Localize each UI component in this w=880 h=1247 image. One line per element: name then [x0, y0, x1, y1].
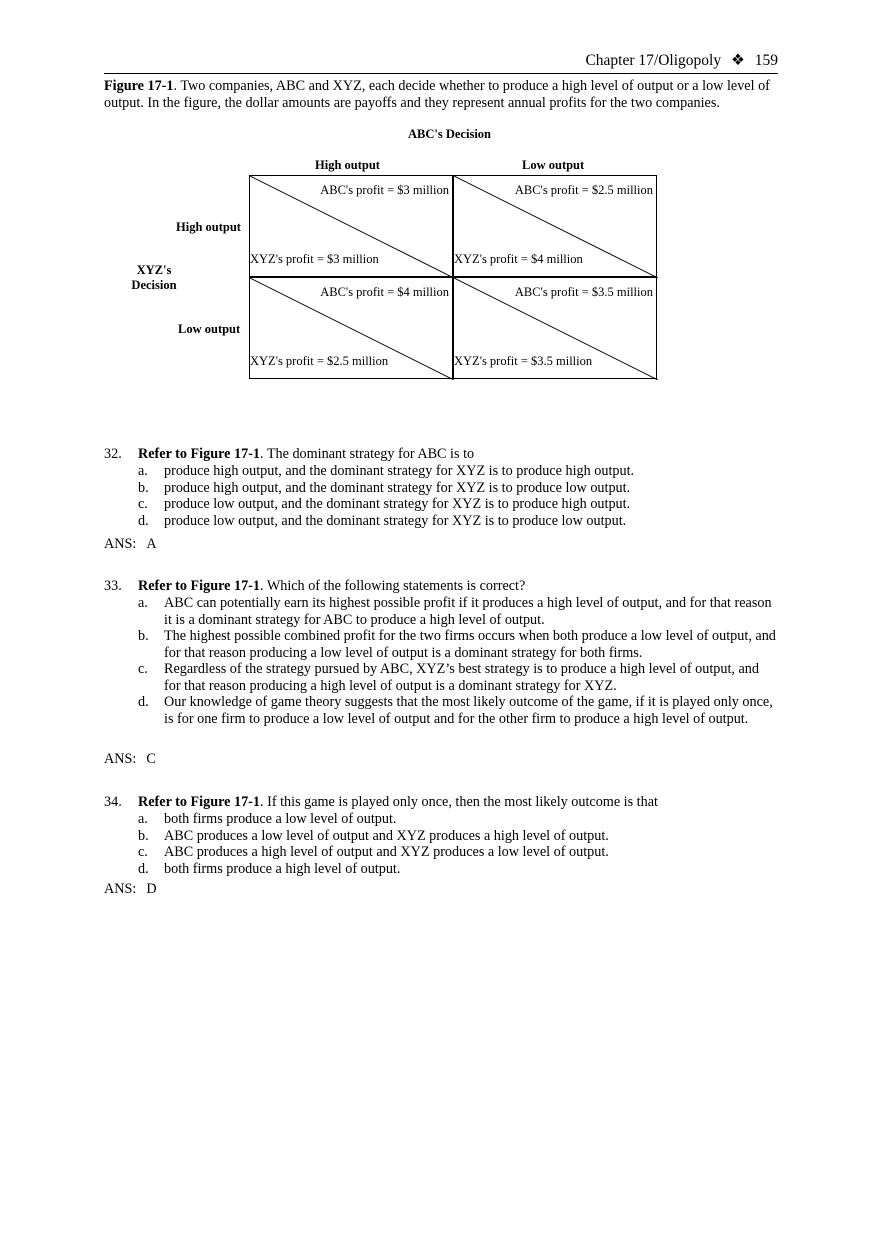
answer-options: [104, 811, 778, 877]
answer-33: [104, 751, 156, 768]
column-label-high: High output: [315, 158, 380, 172]
xyz-payoff: XYZ's profit = $2.5 million: [250, 354, 389, 369]
answer-options: [104, 463, 778, 529]
option-letter: a.: [138, 463, 148, 479]
answer-34: [104, 881, 157, 898]
option-letter: b.: [138, 479, 149, 496]
option-text: both firms produce a low level of output.: [164, 811, 397, 827]
option-letter: c.: [138, 496, 148, 512]
figure-reference: Refer to Figure 17-1: [138, 446, 260, 462]
question-number: 33.: [104, 578, 122, 594]
question-stem: . If this game is played only once, then the most likely outcome is that: [260, 794, 658, 810]
page-header: [104, 52, 778, 74]
figure-caption: [104, 78, 778, 112]
payoff-cell-low-low: [453, 277, 657, 379]
xyz-payoff: XYZ's profit = $3 million: [250, 252, 379, 267]
row-label-low: Low output: [178, 322, 241, 336]
option-text: The highest possible combined profit for the two firms occurs when both produce a low level of output, and for that reason producing a low level of output is a dominant strategy for both firms.: [164, 628, 776, 661]
question-34: [104, 794, 778, 877]
figure-caption-text: . Two companies, ABC and XYZ, each decide whether to produce a high level of output or a low level of output. In the figure, the dollar amounts are payoffs and they represent annual profits for the two companies.: [104, 78, 770, 111]
diamond-separator-icon: ❖: [730, 52, 745, 69]
option-c: [104, 496, 778, 513]
abc-payoff: ABC's profit = $2.5 million: [514, 183, 653, 197]
page-number: 159: [754, 52, 778, 69]
row-player-word: Decision: [131, 278, 177, 292]
option-letter: b.: [138, 827, 149, 844]
answer-value: A: [146, 536, 157, 552]
question-stem: . Which of the following statements is correct?: [260, 578, 526, 594]
option-letter: a.: [138, 811, 148, 827]
option-b: [104, 828, 778, 845]
option-d: [104, 513, 778, 530]
figure-reference: Refer to Figure 17-1: [138, 578, 260, 594]
matrix-title: ABC's Decision: [408, 127, 491, 141]
option-letter: d.: [138, 860, 149, 877]
answer-32: [104, 536, 157, 553]
xyz-payoff: XYZ's profit = $3.5 million: [454, 354, 593, 369]
abc-payoff: ABC's profit = $3.5 million: [514, 285, 653, 299]
payoff-cell-high-high: [249, 175, 453, 277]
chapter-title: Chapter 17/Oligopoly: [585, 52, 722, 69]
question-33: [104, 578, 778, 727]
figure-reference: Refer to Figure 17-1: [138, 794, 260, 810]
option-text: produce high output, and the dominant strategy for XYZ is to produce low output.: [164, 479, 631, 496]
option-a: [104, 811, 778, 828]
question-number: 32.: [104, 446, 122, 462]
option-a: [104, 595, 778, 628]
option-text: ABC produces a high level of output and XYZ produces a low level of output.: [164, 844, 609, 860]
option-letter: d.: [138, 512, 149, 529]
payoff-cell-high-low: [453, 175, 657, 277]
option-d: [104, 861, 778, 878]
answer-value: D: [146, 881, 157, 897]
option-c: [104, 844, 778, 861]
abc-payoff: ABC's profit = $3 million: [320, 183, 449, 197]
xyz-payoff: XYZ's profit = $4 million: [454, 252, 583, 267]
abc-payoff: ABC's profit = $4 million: [320, 285, 449, 299]
option-text: produce low output, and the dominant strategy for XYZ is to produce high output.: [164, 496, 631, 512]
answer-label: ANS:: [104, 751, 137, 767]
option-letter: c.: [138, 661, 148, 677]
option-letter: b.: [138, 628, 149, 644]
option-letter: c.: [138, 844, 148, 860]
option-letter: d.: [138, 694, 149, 710]
option-text: ABC produces a low level of output and XYZ produces a high level of output.: [164, 827, 609, 844]
option-text: produce low output, and the dominant strategy for XYZ is to produce low output.: [164, 512, 627, 529]
option-b: [104, 480, 778, 497]
question-32: [104, 446, 778, 529]
option-text: Our knowledge of game theory suggests that the most likely outcome of the game, if it is played only once, is for one firm to produce a low level of output and for the other firm to produce a high level of output.: [164, 694, 773, 727]
payoff-matrix: [104, 122, 778, 392]
question-number: 34.: [104, 794, 122, 810]
answer-options: [104, 595, 778, 727]
payoff-cell-low-high: [249, 277, 453, 379]
option-c: [104, 661, 778, 694]
answer-label: ANS:: [104, 881, 137, 897]
option-text: ABC can potentially earn its highest possible profit if it produces a high level of output, and for that reason it is a dominant strategy for ABC to produce a high level of output.: [164, 595, 772, 628]
column-label-low: Low output: [522, 158, 585, 172]
row-player-name: XYZ's: [136, 263, 172, 277]
option-text: produce high output, and the dominant strategy for XYZ is to produce high output.: [164, 463, 635, 479]
answer-value: C: [146, 751, 156, 767]
question-stem: . The dominant strategy for ABC is to: [260, 446, 475, 462]
option-text: Regardless of the strategy pursued by ABC, XYZ’s best strategy is to produce a high level of output, and for that reason producing a high level of output is a dominant strategy for XYZ.: [164, 661, 759, 694]
figure-label: Figure 17-1: [104, 78, 174, 94]
option-a: [104, 463, 778, 480]
option-text: both firms produce a high level of output.: [164, 860, 401, 877]
answer-label: ANS:: [104, 536, 137, 552]
row-player-label: [128, 263, 180, 293]
row-label-high: High output: [176, 220, 241, 234]
option-b: [104, 628, 778, 661]
option-letter: a.: [138, 595, 148, 611]
option-d: [104, 694, 778, 727]
